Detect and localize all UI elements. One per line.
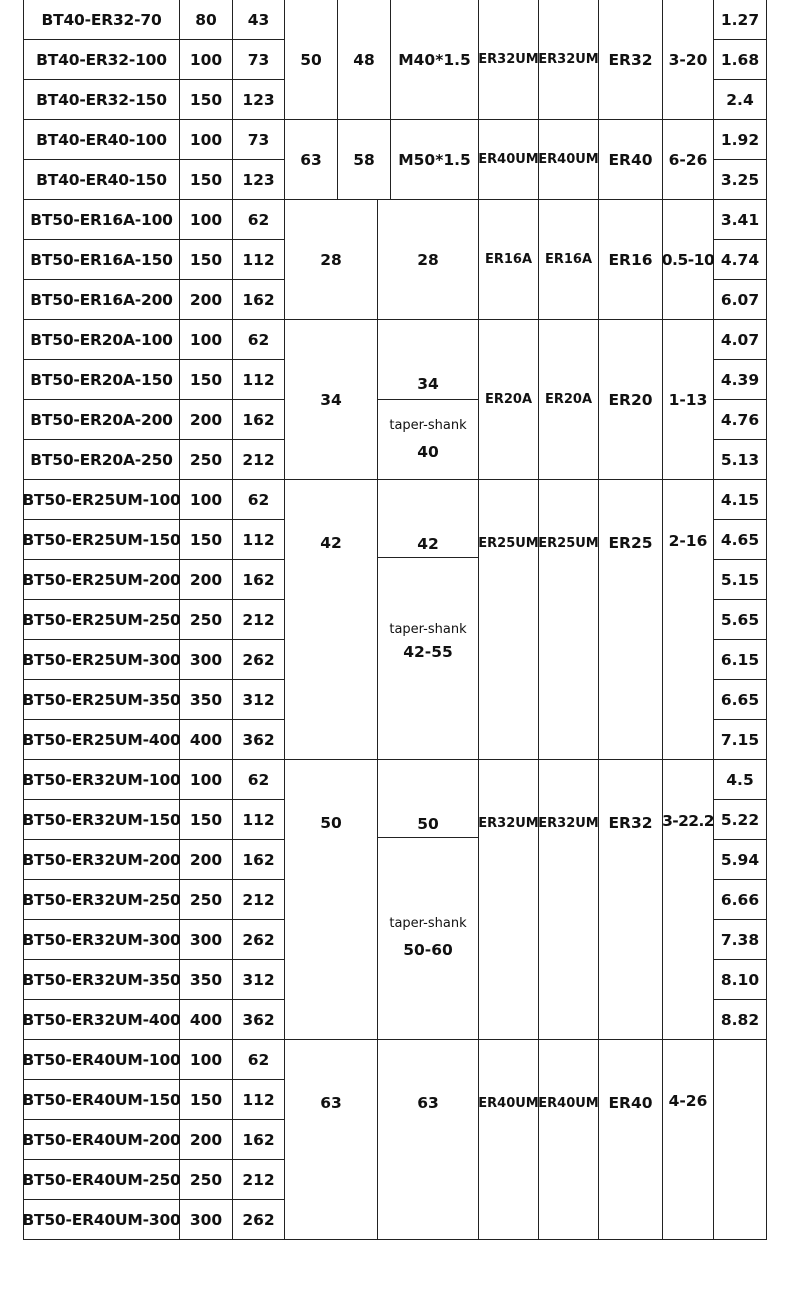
row-weight: 4.76 [714, 400, 767, 440]
row-length: 100 [180, 40, 233, 80]
group-diameter-d1: 48 [338, 0, 391, 120]
row-weight: 4.5 [714, 760, 767, 800]
row-length-l1: 362 [233, 1000, 285, 1040]
row-model: BT50-ER40UM-300 [23, 1200, 180, 1240]
row-model: BT50-ER25UM-100 [23, 480, 180, 520]
group-collet: ER32 [599, 0, 663, 120]
row-weight: 6.66 [714, 880, 767, 920]
group-clamping-range: 6-26 [663, 120, 714, 200]
row-model: BT50-ER40UM-200 [23, 1120, 180, 1160]
row-model: BT50-ER40UM-150 [23, 1080, 180, 1120]
row-length-l1: 262 [233, 920, 285, 960]
group-diameter: 42 [285, 480, 378, 760]
row-length-l1: 162 [233, 840, 285, 880]
row-weight: 5.22 [714, 800, 767, 840]
row-model: BT50-ER32UM-100 [23, 760, 180, 800]
row-model: BT50-ER20A-200 [23, 400, 180, 440]
group-diameter-taper [378, 558, 479, 760]
row-model: BT50-ER25UM-250 [23, 600, 180, 640]
row-weight: 7.15 [714, 720, 767, 760]
row-length-l1: 312 [233, 680, 285, 720]
row-length: 100 [180, 120, 233, 160]
row-weight: 1.92 [714, 120, 767, 160]
group-collet-spec: ER32UM [539, 760, 599, 1040]
row-weight: 4.07 [714, 320, 767, 360]
row-length: 150 [180, 80, 233, 120]
row-weight: 6.07 [714, 280, 767, 320]
group-diameter: 50 [285, 760, 378, 1040]
row-length-l1: 212 [233, 600, 285, 640]
row-length: 250 [180, 440, 233, 480]
row-model: BT50-ER16A-100 [23, 200, 180, 240]
row-length: 200 [180, 1120, 233, 1160]
group-diameter-d1: 63 [378, 1040, 479, 1240]
group-diameter-d1: 34 [378, 320, 479, 400]
row-length: 150 [180, 800, 233, 840]
group-collet: ER32 [599, 760, 663, 1040]
row-length: 100 [180, 480, 233, 520]
row-weight: 4.65 [714, 520, 767, 560]
group-nut: ER40UM [479, 1040, 539, 1240]
row-model: BT50-ER40UM-100 [23, 1040, 180, 1080]
group-nut: ER32UM [479, 760, 539, 1040]
row-length: 250 [180, 1160, 233, 1200]
row-length: 200 [180, 560, 233, 600]
row-length: 150 [180, 360, 233, 400]
row-length-l1: 62 [233, 320, 285, 360]
row-length: 300 [180, 920, 233, 960]
group-clamping-range: 1-13 [663, 320, 714, 480]
group-diameter: 63 [285, 1040, 378, 1240]
row-length: 200 [180, 280, 233, 320]
row-weight: 5.13 [714, 440, 767, 480]
row-model: BT50-ER20A-100 [23, 320, 180, 360]
row-weight: 4.39 [714, 360, 767, 400]
group-collet-spec: ER40UM [539, 1040, 599, 1240]
row-length: 150 [180, 160, 233, 200]
group-nut: ER32UM [479, 0, 539, 120]
group-thread: M40*1.5 [391, 0, 479, 120]
taper-shank-note: taper-shank [389, 418, 467, 433]
row-length-l1: 162 [233, 400, 285, 440]
row-weight: 5.65 [714, 600, 767, 640]
group-collet: ER25 [599, 480, 663, 760]
group-diameter-taper [378, 838, 479, 1040]
group-nut: ER25UM [479, 480, 539, 760]
group-diameter-d1: 28 [378, 200, 479, 320]
row-model: BT50-ER25UM-150 [23, 520, 180, 560]
group-diameter: 28 [285, 200, 378, 320]
row-weight: 4.74 [714, 240, 767, 280]
weight-empty-cell [714, 1040, 767, 1240]
row-length-l1: 112 [233, 800, 285, 840]
row-model: BT50-ER25UM-400 [23, 720, 180, 760]
row-length-l1: 162 [233, 280, 285, 320]
row-model: BT40-ER32-70 [23, 0, 180, 40]
row-model: BT40-ER32-100 [23, 40, 180, 80]
row-length-l1: 73 [233, 120, 285, 160]
row-weight: 3.25 [714, 160, 767, 200]
row-model: BT50-ER32UM-200 [23, 840, 180, 880]
group-diameter-d1: 58 [338, 120, 391, 200]
row-model: BT40-ER40-150 [23, 160, 180, 200]
row-weight: 2.4 [714, 80, 767, 120]
row-weight: 3.41 [714, 200, 767, 240]
group-clamping-range: 0.5-10 [663, 200, 714, 320]
row-length: 100 [180, 1040, 233, 1080]
group-clamping-range: 4-26 [663, 1040, 714, 1240]
group-collet-spec: ER20A [539, 320, 599, 480]
row-length-l1: 112 [233, 240, 285, 280]
row-weight: 8.82 [714, 1000, 767, 1040]
row-weight: 5.15 [714, 560, 767, 600]
row-weight: 1.27 [714, 0, 767, 40]
row-model: BT40-ER40-100 [23, 120, 180, 160]
row-length-l1: 262 [233, 640, 285, 680]
group-clamping-range: 2-16 [663, 480, 714, 760]
row-length-l1: 43 [233, 0, 285, 40]
group-diameter-d1: 42 [378, 480, 479, 558]
row-length: 250 [180, 880, 233, 920]
row-length-l1: 212 [233, 1160, 285, 1200]
row-model: BT50-ER32UM-400 [23, 1000, 180, 1040]
group-collet-spec: ER16A [539, 200, 599, 320]
row-model: BT50-ER32UM-300 [23, 920, 180, 960]
row-weight: 8.10 [714, 960, 767, 1000]
spec-table [23, 0, 767, 1240]
row-model: BT50-ER20A-250 [23, 440, 180, 480]
row-length: 200 [180, 400, 233, 440]
row-length: 100 [180, 320, 233, 360]
row-length-l1: 362 [233, 720, 285, 760]
row-length: 400 [180, 1000, 233, 1040]
row-length-l1: 262 [233, 1200, 285, 1240]
group-diameter-taper [378, 400, 479, 480]
group-diameter: 34 [285, 320, 378, 480]
row-model: BT50-ER16A-150 [23, 240, 180, 280]
row-model: BT50-ER25UM-200 [23, 560, 180, 600]
group-collet-spec: ER32UM [539, 0, 599, 120]
row-model: BT50-ER32UM-250 [23, 880, 180, 920]
row-length-l1: 73 [233, 40, 285, 80]
row-model: BT50-ER40UM-250 [23, 1160, 180, 1200]
row-length-l1: 162 [233, 1120, 285, 1160]
group-collet-spec: ER40UM [539, 120, 599, 200]
row-length-l1: 112 [233, 1080, 285, 1120]
group-collet: ER40 [599, 120, 663, 200]
row-length-l1: 62 [233, 760, 285, 800]
group-thread: M50*1.5 [391, 120, 479, 200]
taper-shank-note: taper-shank [389, 916, 467, 931]
row-length-l1: 62 [233, 200, 285, 240]
group-diameter: 50 [285, 0, 338, 120]
group-diameter: 63 [285, 120, 338, 200]
row-length-l1: 123 [233, 160, 285, 200]
group-collet: ER40 [599, 1040, 663, 1240]
row-model: BT50-ER20A-150 [23, 360, 180, 400]
row-weight: 4.15 [714, 480, 767, 520]
group-collet-spec: ER25UM [539, 480, 599, 760]
row-weight: 5.94 [714, 840, 767, 880]
row-model: BT50-ER25UM-350 [23, 680, 180, 720]
row-model: BT50-ER32UM-150 [23, 800, 180, 840]
row-length: 150 [180, 520, 233, 560]
taper-shank-note: taper-shank [389, 622, 467, 637]
row-weight: 7.38 [714, 920, 767, 960]
row-length-l1: 212 [233, 440, 285, 480]
row-length: 350 [180, 680, 233, 720]
group-collet: ER20 [599, 320, 663, 480]
group-diameter-d1: 50 [378, 760, 479, 838]
taper-shank-value: 42-55 [403, 643, 453, 661]
group-clamping-range: 3-20 [663, 0, 714, 120]
row-length-l1: 162 [233, 560, 285, 600]
row-length: 300 [180, 640, 233, 680]
taper-shank-value: 50-60 [403, 941, 453, 959]
row-length: 250 [180, 600, 233, 640]
row-length-l1: 112 [233, 520, 285, 560]
row-length-l1: 62 [233, 1040, 285, 1080]
row-length-l1: 212 [233, 880, 285, 920]
row-length: 200 [180, 840, 233, 880]
row-weight: 6.65 [714, 680, 767, 720]
row-model: BT50-ER16A-200 [23, 280, 180, 320]
row-length: 150 [180, 1080, 233, 1120]
row-length-l1: 312 [233, 960, 285, 1000]
group-nut: ER16A [479, 200, 539, 320]
row-length-l1: 62 [233, 480, 285, 520]
row-model: BT50-ER25UM-300 [23, 640, 180, 680]
row-length: 80 [180, 0, 233, 40]
row-length: 400 [180, 720, 233, 760]
group-nut: ER20A [479, 320, 539, 480]
group-clamping-range: 3-22.2 [663, 760, 714, 1040]
group-collet: ER16 [599, 200, 663, 320]
row-length: 100 [180, 760, 233, 800]
row-weight: 1.68 [714, 40, 767, 80]
row-length-l1: 123 [233, 80, 285, 120]
row-weight: 6.15 [714, 640, 767, 680]
row-model: BT50-ER32UM-350 [23, 960, 180, 1000]
row-model: BT40-ER32-150 [23, 80, 180, 120]
group-nut: ER40UM [479, 120, 539, 200]
row-length-l1: 112 [233, 360, 285, 400]
row-length: 300 [180, 1200, 233, 1240]
row-length: 100 [180, 200, 233, 240]
row-length: 350 [180, 960, 233, 1000]
row-length: 150 [180, 240, 233, 280]
taper-shank-value: 40 [417, 443, 439, 461]
